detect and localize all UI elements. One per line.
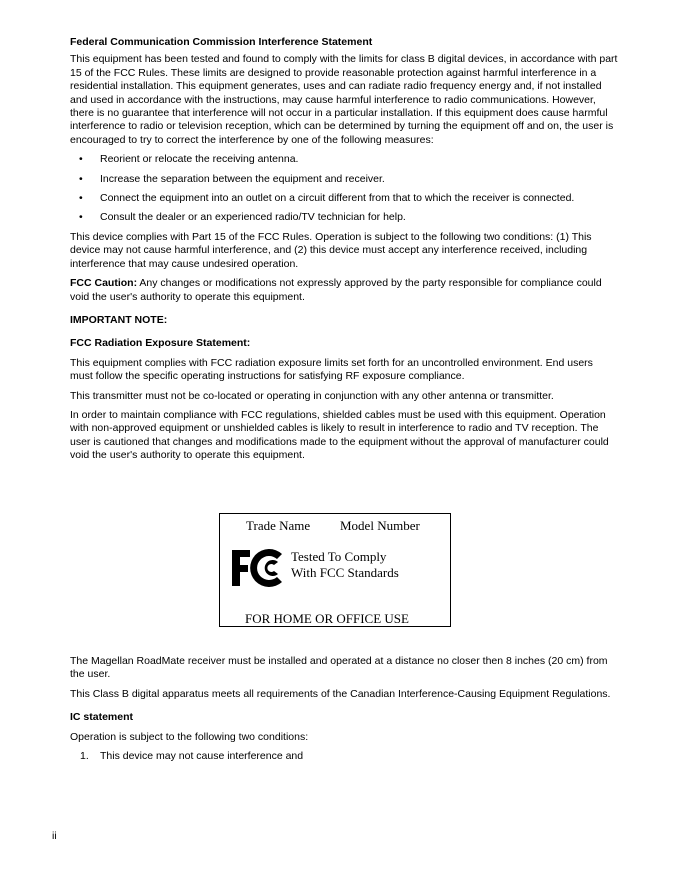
list-item <box>70 750 618 763</box>
radiation-paragraph-1: This equipment complies with FCC radiation exposure limits set forth for an uncontrolled environment. End users must follow the specific operating instructions for satisfying RF exposure compliance. <box>70 356 593 383</box>
model-number-label: Model Number <box>340 518 420 533</box>
radiation-exposure-heading: FCC Radiation Exposure Statement: <box>70 337 251 350</box>
interference-measures-list <box>70 153 618 225</box>
bullet-mark: • <box>79 211 83 224</box>
measure-text: Reorient or relocate the receiving antenna. <box>100 153 299 166</box>
bullet-mark: • <box>79 153 83 166</box>
important-note-heading: IMPORTANT NOTE: <box>70 313 168 326</box>
radiation-paragraph-2: This transmitter must not be co-located or operating in conjunction with any other antenna or transmitter. <box>70 389 554 402</box>
lower-document-body <box>70 655 618 763</box>
list-item <box>70 192 618 205</box>
home-office-use-label: FOR HOME OR OFFICE USE <box>245 611 409 626</box>
canadian-regulations-paragraph: This Class B digital apparatus meets all requirements of the Canadian Interference-Causing Equipment Regulations. <box>70 687 611 700</box>
fcc-caution-text: Any changes or modifications not expressly approved by the party responsible for compliance could void the user's authority to operate this equipment. <box>70 277 602 303</box>
fcc-interference-heading: Federal Communication Commission Interference Statement <box>70 36 373 48</box>
condition-text: This device may not cause interference and <box>100 750 304 763</box>
bullet-mark: • <box>79 192 83 205</box>
measure-text: Consult the dealer or an experienced radio/TV technician for help. <box>100 211 406 224</box>
fcc-caution-paragraph <box>70 277 618 304</box>
measure-text: Connect the equipment into an outlet on a circuit different from that to which the receiver is connected. <box>100 192 575 205</box>
measure-text: Increase the separation between the equipment and receiver. <box>100 172 385 185</box>
list-item <box>70 211 618 224</box>
with-fcc-standards-line: With FCC Standards <box>291 565 399 580</box>
part15-paragraph: This device complies with Part 15 of the FCC Rules. Operation is subject to the following two conditions: (1) This device may not cause harmful interference, and (2) this device must accept any interference received, including interference that may cause undesired operation. <box>70 230 592 270</box>
ic-statement-heading: IC statement <box>70 711 134 724</box>
magellan-distance-paragraph: The Magellan RoadMate receiver must be installed and operated at a distance no closer then 8 inches (20 cm) from the user. <box>70 655 608 681</box>
fcc-caution-label: FCC Caution: <box>70 277 138 290</box>
fcc-logo-icon <box>230 548 284 588</box>
ic-conditions-list <box>70 750 618 763</box>
condition-number: 1. <box>80 750 89 763</box>
bullet-mark: • <box>79 172 83 185</box>
list-item <box>70 173 618 186</box>
tested-to-comply-line: Tested To Comply <box>291 549 387 564</box>
ic-intro-paragraph: Operation is subject to the following two conditions: <box>70 730 309 743</box>
trade-name-label: Trade Name <box>246 518 311 533</box>
fcc-document-body <box>70 36 618 469</box>
radiation-paragraph-3: In order to maintain compliance with FCC regulations, shielded cables must be used with this equipment. Operation with non-approved equipment or unshielded cables is likely to result in interference to radio and TV reception. The user is cautioned that changes and modifications made to the equipment without the approval of manufacturer could void the user's authority to operate this equipment. <box>70 408 609 462</box>
fcc-compliance-label <box>219 513 451 627</box>
page-number: ii <box>52 830 57 842</box>
list-item <box>70 153 618 166</box>
fcc-intro-paragraph: This equipment has been tested and found to comply with the limits for class B digital devices, in accordance with part 15 of the FCC Rules. These limits are designed to provide reasonable protection against harmful interference in a residential installation. This equipment generates, uses and can radiate radio frequency energy and, if not installed and used in accordance with the instructions, may cause harmful interference to radio communications. However, there is no guarantee that interference will not occur in a particular installation. If this equipment does cause harmful interference to radio or television reception, which can be determined by turning the equipment off and on, the user is encouraged to try to correct the interference by one of the following measures: <box>70 53 618 146</box>
